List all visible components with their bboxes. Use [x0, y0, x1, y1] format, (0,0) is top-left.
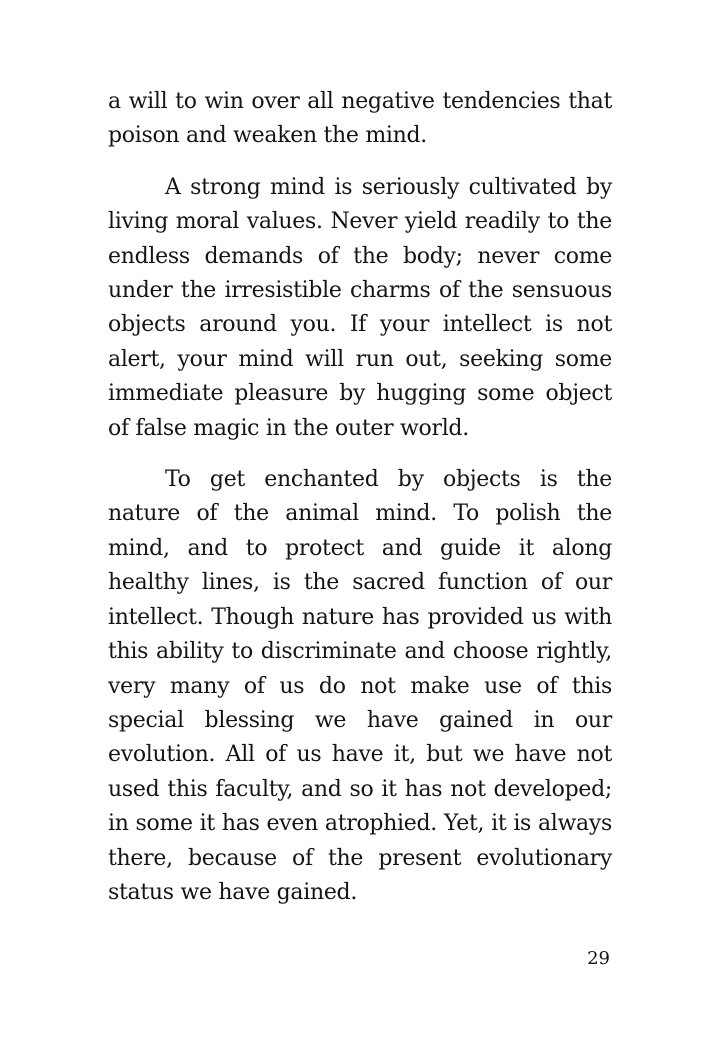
body-text: [108, 85, 612, 910]
paragraph-strong-mind: A strong mind is seriously cultivated by living moral values. Never yield readily to the endless demands of the body; never come under the irresistible charms of the sensuous objects around you. If your intellect is not alert, your mind will run out, seeking some immediate pleasure by hugging some object of false magic in the outer world.: [108, 174, 612, 441]
paragraph-continued: a will to win over all negative tendencies that poison and weaken the mind.: [108, 89, 612, 149]
page-number: 29: [587, 948, 610, 969]
paragraph-enchanted-by-objects: To get enchanted by objects is the nature of the animal mind. To polish the mind, and to protect and guide it along healthy lines, is the sacred function of our intellect. Though nature has provided us with this ability to discriminate and choose rightly, very many of us do not make use of this special blessing we have gained in our evolution. All of us have it, but we have not used this faculty, and so it has not developed; in some it has even atrophied. Yet, it is always there, because of the present evolutionary status we have gained.: [108, 467, 612, 905]
